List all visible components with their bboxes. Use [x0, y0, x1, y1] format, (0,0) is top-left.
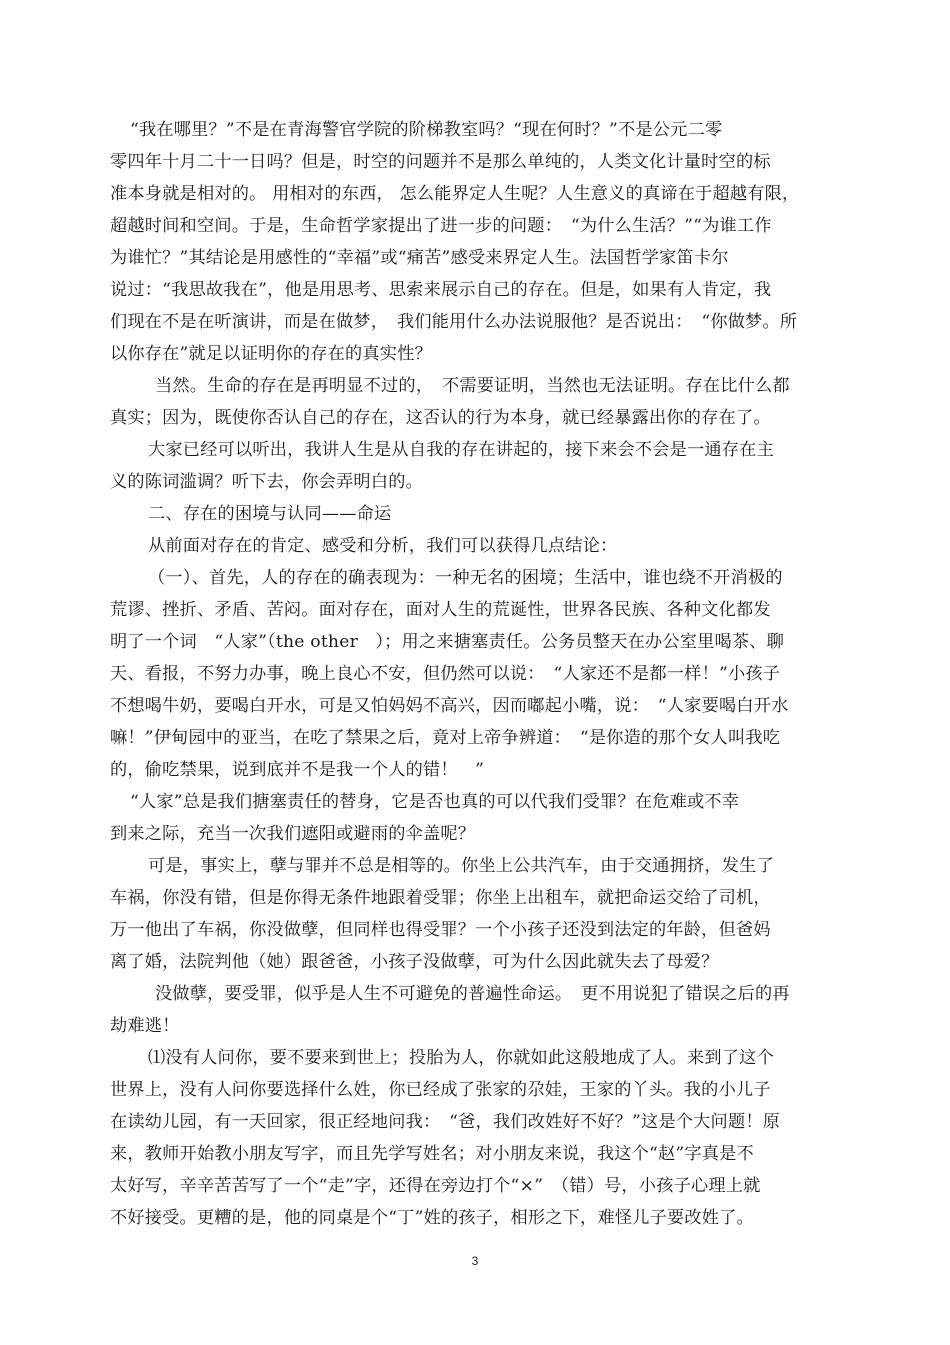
text-line: 万一他出了车祸，你没做孽，但同样也得受罪？一个小孩子还没到法定的年龄，但爸妈 — [110, 920, 771, 940]
text-line: 离了婚，法院判他（她）跟爸爸，小孩子没做孽，可为什么因此就失去了母爱？ — [110, 952, 719, 972]
text-line: 们现在不是在听演讲，而是在做梦， 我们能用什么办法说服他？是否说出： “你做梦。所 — [110, 312, 798, 332]
text-line: 天、看报，不努力办事，晚上良心不安，但仍然可以说： “人家还不是都一样！”小孩子 — [110, 664, 781, 684]
text-line: 荒谬、挫折、矛盾、苦闷。面对存在，面对人生的荒诞性，世界各民族、各种文化都发 — [110, 600, 771, 620]
text-line: 可是，事实上，孽与罪并不总是相等的。你坐上公共汽车，由于交通拥挤，发生了 — [148, 856, 774, 876]
text-line: 到来之际，充当一次我们遮阳或避雨的伞盖呢？ — [110, 824, 476, 844]
text-line: 大家已经可以听出，我讲人生是从自我的存在讲起的，接下来会不会是一通存在主 — [148, 440, 774, 460]
text-line: “我在哪里？”不是在青海警官学院的阶梯教室吗？“现在何时？”不是公元二零 — [130, 120, 723, 140]
text-line: 当然。生命的存在是再明显不过的， 不需要证明，当然也无法证明。存在比什么都 — [155, 376, 790, 396]
text-line: 明了一个词 “人家”（the other ）；用之来搪塞责任。公务员整天在办公室里喝茶、聊 — [110, 632, 785, 652]
text-line: 从前面对存在的肯定、感受和分析，我们可以获得几点结论： — [148, 536, 618, 556]
text-line: 嘛！”伊甸园中的亚当，在吃了禁果之后，竟对上帝争辨道： “是你造的那个女人叫我吃 — [110, 728, 781, 748]
text-line: （一）、首先，人的存在的确表现为：一种无名的困境；生活中，谁也绕不开消极的 — [148, 568, 783, 588]
text-line: 义的陈词滥调？听下去，你会弄明白的。 — [110, 472, 423, 492]
text-line: 为谁忙？”其结论是用感性的“幸福”或“痛苦”感受来界定人生。法国哲学家笛卡尔 — [110, 248, 729, 268]
text-line: 准本身就是相对的。 用相对的东西， 怎么能界定人生呢？人生意义的真谛在于超越有限， — [110, 184, 800, 204]
text-line: ⑴没有人问你，要不要来到世上；投胎为人，你就如此这般地成了人。来到了这个 — [148, 1048, 774, 1068]
text-line: 不想喝牛奶，要喝白开水，可是又怕妈妈不高兴，因而嘟起小嘴，说： “人家要喝白开水 — [110, 696, 789, 716]
text-line: 来，教师开始教小朋友写字，而且先学写姓名；对小朋友来说，我这个“赵”字真是不 — [110, 1144, 754, 1164]
text-line: 不好接受。更糟的是，他的同桌是个“丁”姓的孩子，相形之下，难怪儿子要改姓了。 — [110, 1208, 754, 1228]
text-line: 零四年十月二十一日吗？但是，时空的问题并不是那么单纯的，人类文化计量时空的标 — [110, 152, 771, 172]
text-line: 说过：“我思故我在”，他是用思考、思索来展示自己的存在。但是，如果有人肯定，我 — [110, 280, 772, 300]
section-heading: 二、存在的困境与认同——命运 — [148, 504, 392, 524]
text-line: 车祸，你没有错，但是你得无条件地跟着受罪；你坐上出租车，就把命运交给了司机， — [110, 888, 771, 908]
text-line: 的，偷吃禁果，说到底并不是我一个人的错！ ” — [110, 760, 485, 780]
text-line: 劫难逃！ — [110, 1016, 180, 1036]
text-line: 没做孽，要受罪，似乎是人生不可避免的普遍性命运。 更不用说犯了错误之后的再 — [155, 984, 790, 1004]
page-number: 3 — [471, 1254, 479, 1268]
text-line: 真实；因为，既使你否认自己的存在，这否认的行为本身，就已经暴露出你的存在了。 — [110, 408, 771, 428]
text-line: 在读幼儿园，有一天回家，很正经地问我： “爸，我们改姓好不好？”这是个大问题！原 — [110, 1112, 781, 1132]
text-line: 世界上，没有人问你要选择什么姓，你已经成了张家的尕娃，王家的丫头。我的小儿子 — [110, 1080, 771, 1100]
text-line: 以你存在”就足以证明你的存在的真实性？ — [110, 344, 432, 364]
text-line: 太好写，辛辛苦苦写了一个“走”字，还得在旁边打个“×” （错）号，小孩子心理上就 — [110, 1176, 761, 1196]
text-line: “人家”总是我们搪塞责任的替身，它是否也真的可以代我们受罪？在危难或不幸 — [130, 792, 740, 812]
text-line: 超越时间和空间。于是，生命哲学家提出了进一步的问题： “为什么生活？”“为谁工作 — [110, 216, 772, 236]
